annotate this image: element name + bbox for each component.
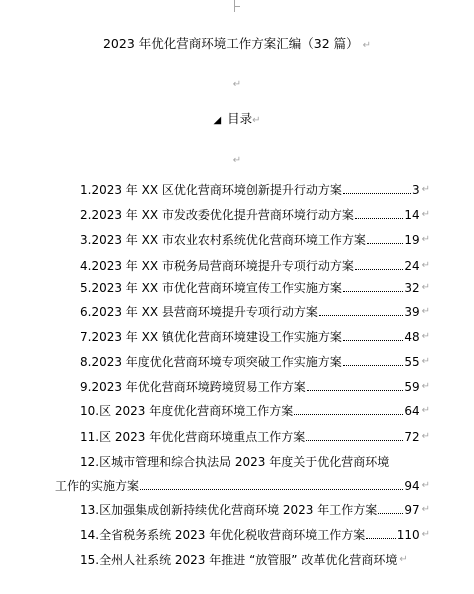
- toc-entry[interactable]: [80, 230, 430, 250]
- toc-entry[interactable]: [80, 278, 430, 298]
- toc-page-number: 72: [404, 430, 420, 444]
- toc-leader-dots: [343, 193, 411, 194]
- toc-entry[interactable]: [80, 302, 430, 322]
- empty-paragraph: [0, 72, 474, 91]
- toc-entry[interactable]: [80, 401, 430, 421]
- paragraph-mark-icon: ↵: [421, 234, 430, 245]
- toc-entry-label: 5.2023 年 XX 市优化营商环境宣传工作实施方案: [80, 281, 342, 295]
- paragraph-mark-icon: ↵: [421, 282, 430, 293]
- paragraph-mark-icon: ↵: [421, 381, 430, 392]
- document-title-text: 2023 年优化营商环境工作方案汇编（32 篇）: [102, 36, 359, 51]
- empty-paragraph: [0, 148, 474, 167]
- paragraph-mark-icon: ↵: [399, 554, 408, 565]
- toc-entry-label: 1.2023 年 XX 区优化营商环境创新提升行动方案: [80, 183, 342, 197]
- toc-entry-label: 15.全州人社系统 2023 年推进 “放管服” 改革优化营商环境: [80, 553, 398, 567]
- paragraph-mark-icon: ↵: [421, 356, 430, 367]
- toc-page-number: 24: [404, 259, 420, 273]
- paragraph-mark-icon: ↵: [232, 79, 242, 90]
- paragraph-mark-icon: ↵: [252, 115, 261, 126]
- toc-page-number: 97: [404, 503, 420, 517]
- toc-leader-dots: [343, 365, 404, 366]
- paragraph-mark-icon: ↵: [421, 209, 430, 220]
- toc-leader-dots: [307, 390, 404, 391]
- toc-entry[interactable]: [80, 377, 430, 397]
- toc-entry-label: 7.2023 年 XX 镇优化营商环境建设工作实施方案: [80, 330, 342, 344]
- toc-leader-dots: [366, 538, 395, 539]
- paragraph-mark-icon: ↵: [421, 306, 430, 317]
- toc-page-number: 94: [404, 479, 420, 493]
- toc-entry[interactable]: [80, 327, 430, 347]
- toc-page-number: 14: [404, 208, 420, 222]
- paragraph-mark-icon: ↵: [362, 40, 372, 51]
- toc-entry[interactable]: [80, 452, 389, 472]
- toc-leader-dots: [355, 269, 403, 270]
- toc-page-number: 19: [404, 233, 420, 247]
- toc-entry-label: 12.区城市管理和综合执法局 2023 年度关于优化营商环境: [80, 455, 390, 469]
- paragraph-mark-icon: ↵: [421, 504, 430, 515]
- toc-page-number: 110: [396, 528, 420, 542]
- toc-leader-dots: [378, 513, 403, 514]
- toc-entry[interactable]: [80, 427, 430, 447]
- paragraph-mark-icon: ↵: [232, 155, 242, 166]
- toc-page-number: 48: [404, 330, 420, 344]
- paragraph-mark-icon: ↵: [421, 260, 430, 271]
- toc-entry-label: 14.全省税务系统 2023 年优化税收营商环境工作方案: [80, 528, 366, 542]
- toc-leader-dots: [367, 243, 403, 244]
- toc-page-number: 32: [404, 281, 420, 295]
- toc-entry-label: 6.2023 年 XX 县营商环境提升专项行动方案: [80, 305, 318, 319]
- toc-leader-dots: [294, 414, 403, 415]
- toc-entry[interactable]: [80, 205, 430, 225]
- toc-heading[interactable]: [0, 109, 474, 127]
- toc-entry-label: 2.2023 年 XX 市发改委优化提升营商环境行动方案: [80, 208, 354, 222]
- paragraph-mark-icon: ↵: [421, 184, 430, 195]
- toc-page-number: 64: [404, 404, 420, 418]
- toc-entry-label: 4.2023 年 XX 市税务局营商环境提升专项行动方案: [80, 259, 354, 273]
- toc-page-number: 55: [404, 355, 420, 369]
- paragraph-mark-icon: ↵: [421, 331, 430, 342]
- toc-entry-label: 13.区加强集成创新持续优化营商环境 2023 年工作方案: [80, 503, 378, 517]
- toc-entry[interactable]: [80, 256, 430, 276]
- toc-entry[interactable]: [80, 550, 408, 570]
- toc-entry[interactable]: [80, 180, 430, 200]
- toc-entry-label: 8.2023 年度优化营商环境专项突破工作实施方案: [80, 355, 342, 369]
- paragraph-mark-icon: ↵: [421, 529, 430, 540]
- document-title: [0, 34, 474, 52]
- toc-entry[interactable]: [80, 525, 430, 545]
- paragraph-mark-icon: ↵: [421, 431, 430, 442]
- collapse-triangle-icon[interactable]: ◢: [213, 115, 222, 126]
- toc-leader-dots: [355, 218, 403, 219]
- page-corner-mark: [234, 0, 241, 12]
- toc-entry-label: 10.区 2023 年度优化营商环境工作方案: [80, 404, 294, 418]
- paragraph-mark-icon: ↵: [421, 405, 430, 416]
- toc-entry-label: 3.2023 年 XX 市农业农村系统优化营商环境工作方案: [80, 233, 366, 247]
- toc-page-number: 3: [411, 183, 420, 197]
- toc-entry-label-cont: 工作的实施方案: [55, 479, 140, 493]
- toc-page-number: 39: [404, 305, 420, 319]
- toc-leader-dots: [343, 291, 403, 292]
- toc-leader-dots: [319, 315, 403, 316]
- toc-entry[interactable]: [80, 352, 430, 372]
- toc-entry-label: 9.2023 年优化营商环境跨境贸易工作方案: [80, 380, 306, 394]
- toc-leader-dots: [343, 340, 403, 341]
- toc-page-number: 59: [404, 380, 420, 394]
- toc-leader-dots: [306, 440, 403, 441]
- toc-entry-continued[interactable]: [55, 476, 430, 496]
- toc-entry-label: 11.区 2023 年优化营商环境重点工作方案: [80, 430, 306, 444]
- toc-entry[interactable]: [80, 500, 430, 520]
- toc-leader-dots: [140, 489, 403, 490]
- paragraph-mark-icon: ↵: [421, 480, 430, 491]
- toc-heading-text: 目录: [227, 111, 253, 126]
